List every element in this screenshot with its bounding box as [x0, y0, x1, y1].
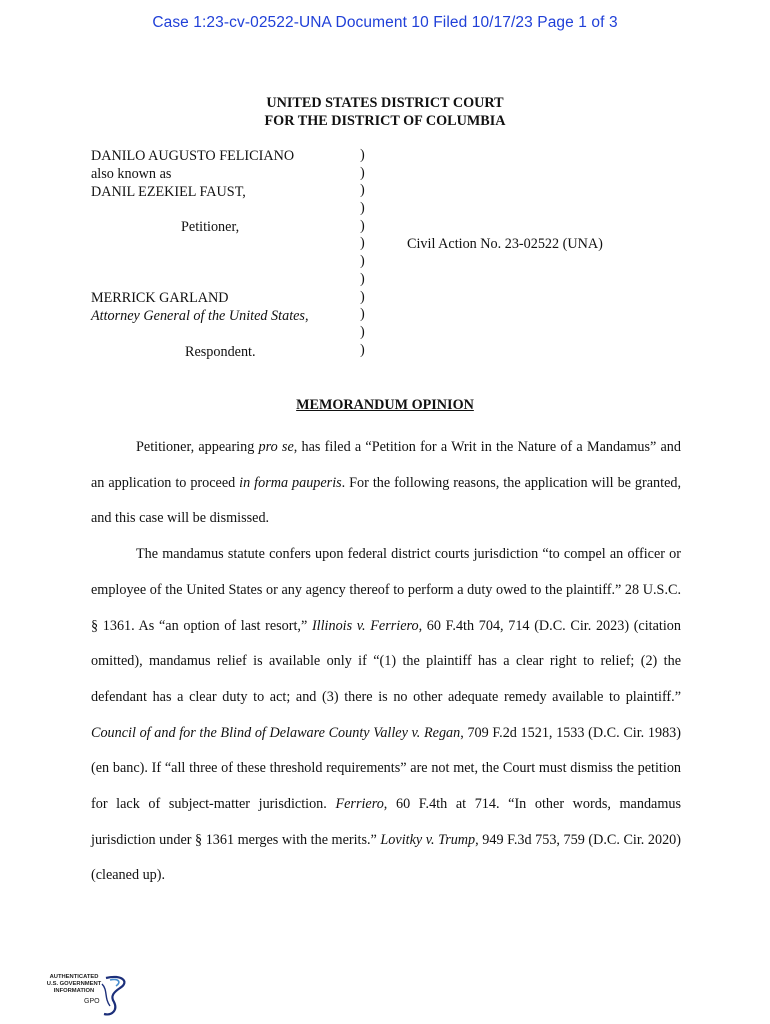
- court-district: FOR THE DISTRICT OF COLUMBIA: [264, 113, 506, 129]
- paragraph-2: [91, 537, 681, 894]
- caption-paren: ): [360, 217, 365, 234]
- paragraph-1: [91, 430, 681, 537]
- text-run: , 709 F.2d 1521, 1533 (D.C. Cir. 1983) (en banc). If “all three of these threshold requirements” are not met, the Court must dismiss the petition for lack of subject-matter jurisdiction.: [91, 724, 681, 813]
- caption-paren: ): [360, 323, 365, 340]
- court-name: UNITED STATES DISTRICT COURT: [266, 95, 504, 111]
- case-citation: Illinois v. Ferriero: [311, 617, 419, 634]
- text-run: , has filed a “Petition for a Writ in the Nature of a Mandamus” and an application to proceed: [91, 439, 681, 491]
- case-citation: Ferriero: [335, 796, 384, 813]
- caption-paren: ): [360, 253, 365, 270]
- caption-paren: ): [360, 147, 365, 163]
- seal-line: AUTHENTICATED: [49, 974, 99, 980]
- text-run: , 60 F.4th at 714. “In other words, mandamus jurisdiction under § 1361 merges with the merits.”: [91, 796, 681, 848]
- memorandum-title: MEMORANDUM OPINION: [296, 397, 474, 413]
- petitioner-alias: DANIL EZEKIEL FAUST,: [91, 184, 246, 200]
- text-run: Petitioner, appearing: [136, 439, 259, 455]
- text-run: . For the following reasons, the application will be granted, and this case will be dismissed.: [91, 474, 682, 527]
- caption-paren: ): [360, 270, 365, 287]
- text-run: , 949 F.3d 753, 759 (D.C. Cir. 2020) (cleaned up).: [91, 831, 681, 884]
- gpo-seal-text: [44, 974, 104, 994]
- italic-run: pro se: [258, 439, 294, 455]
- case-header-stamp: Case 1:23-cv-02522-UNA Document 10 Filed 10/17/23 Page 1 of 3: [152, 14, 618, 31]
- respondent-block: [91, 289, 309, 325]
- seal-line: INFORMATION: [53, 987, 95, 994]
- text-run: The mandamus statute confers upon federal district courts jurisdiction “to compel an officer or employee of the United States or any agency thereof to perform a duty owed to the plaintiff.” 28 U.S.C. § 1361. As “an option of last resort,”: [91, 546, 681, 634]
- respondent-label: Respondent.: [185, 344, 256, 360]
- civil-action-number: Civil Action No. 23-02522 (UNA): [407, 236, 603, 252]
- petitioner-name: DANILO AUGUSTO FELICIANO: [91, 148, 295, 164]
- caption-paren: ): [360, 200, 365, 217]
- text-run: , 60 F.4th 704, 714 (D.C. Cir. 2023) (citation omitted), mandamus relief is available only if “(1) the plaintiff has a clear right to relief; (2) the defendant has a clear duty to act; and (3) there is no other adequate remedy available to plaintiff.”: [91, 617, 681, 705]
- caption-paren: ): [360, 235, 365, 252]
- caption-parentheses: [360, 147, 365, 359]
- respondent-title-comma: ,: [304, 308, 309, 324]
- court-heading: [0, 94, 770, 130]
- respondent-title-line: [91, 307, 309, 325]
- respondent-name: MERRICK GARLAND: [91, 290, 229, 306]
- caption-paren: ): [360, 288, 365, 305]
- caption-paren: ): [360, 182, 365, 199]
- caption-paren: ): [360, 341, 365, 358]
- respondent-title: Attorney General of the United States: [91, 308, 305, 324]
- opinion-body: [91, 430, 681, 894]
- case-citation: Council of and for the Blind of Delaware County Valley v. Regan: [91, 724, 461, 741]
- seal-line: U.S. GOVERNMENT: [46, 980, 102, 987]
- case-citation: Lovitky v. Trump: [380, 831, 476, 848]
- aka-text: also known as: [91, 166, 172, 182]
- caption-paren: ): [360, 164, 365, 181]
- gpo-mark: GPO: [84, 998, 100, 1005]
- petitioner-label: Petitioner,: [181, 219, 240, 235]
- caption-paren: ): [360, 306, 365, 323]
- italic-run: in forma pauperis: [239, 474, 342, 491]
- petitioner-block: [91, 147, 294, 201]
